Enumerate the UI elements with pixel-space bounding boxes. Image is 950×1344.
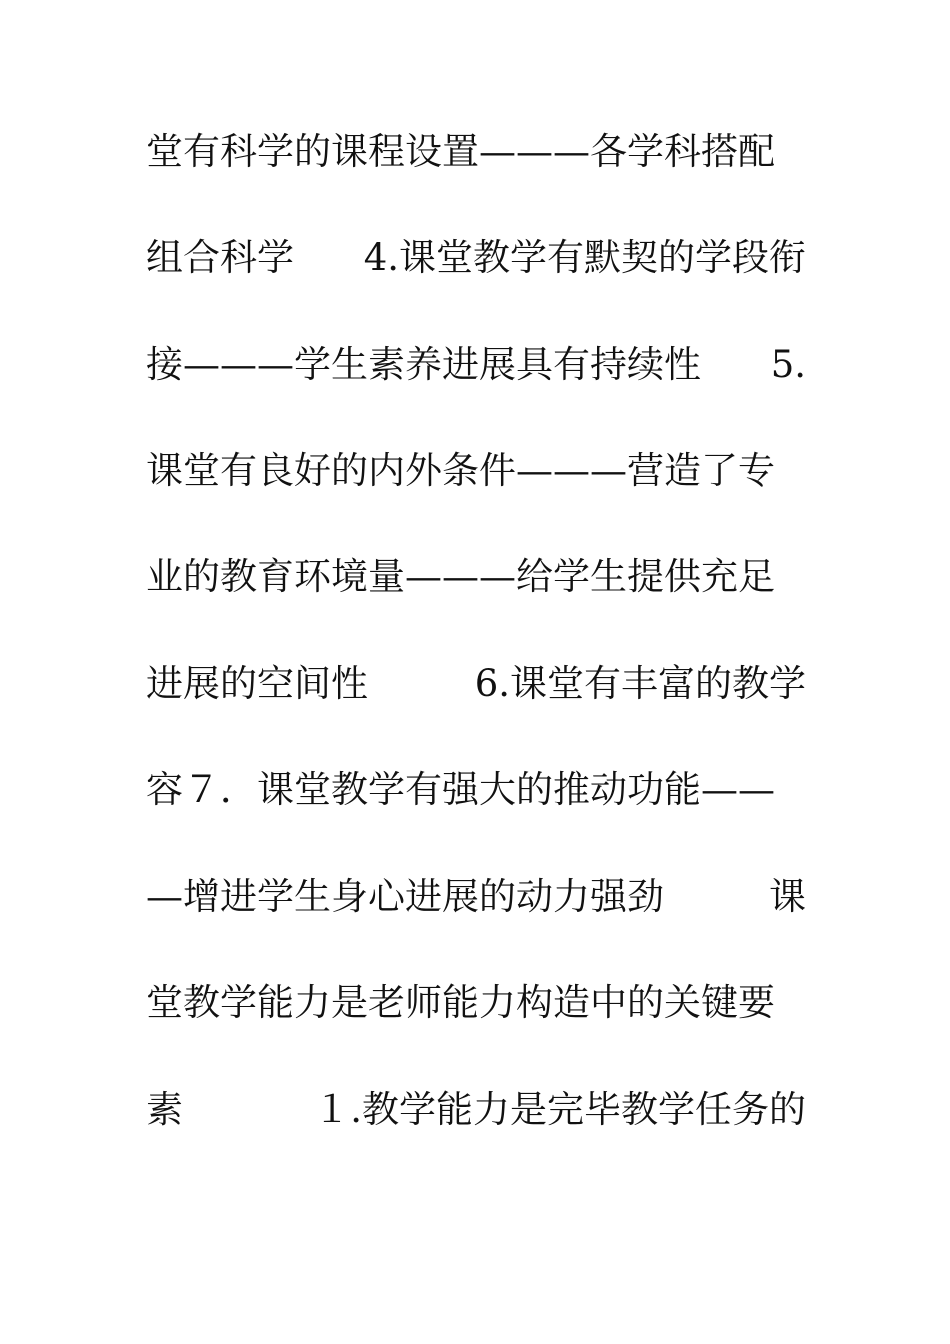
text-segment: 堂有科学的课程设置———各学科搭配 [146, 130, 775, 173]
text-segment: 素 [146, 1088, 183, 1131]
text-segment: １.教学能力是完毕教学任务的 [313, 1088, 806, 1131]
text-line-7 [146, 765, 806, 815]
text-line-10 [146, 1085, 806, 1135]
text-segment: 课堂有良好的内外条件———营造了专 [146, 449, 775, 492]
text-line-8 [146, 872, 806, 922]
text-segment: 6.课堂有丰富的教学 [474, 662, 806, 705]
text-line-1 [146, 127, 806, 177]
text-segment: —增进学生身心进展的动力强劲 [146, 875, 664, 918]
text-segment: 5. [770, 343, 806, 386]
text-line-2 [146, 233, 806, 283]
text-line-4 [146, 446, 806, 496]
text-segment: 课 [769, 875, 806, 918]
text-segment: 4.课堂教学有默契的学段衔 [363, 236, 806, 279]
text-line-6 [146, 659, 806, 709]
text-line-3 [146, 340, 806, 390]
text-segment: 堂教学能力是老师能力构造中的关键要 [146, 981, 775, 1024]
text-line-5 [146, 552, 806, 602]
text-segment: 接———学生素养进展具有持续性 [146, 343, 701, 386]
text-segment: 进展的空间性 [146, 662, 368, 705]
text-line-9 [146, 978, 806, 1028]
text-segment: 业的教育环境量———给学生提供充足 [146, 555, 775, 598]
text-segment: 组合科学 [146, 236, 294, 279]
text-segment: 容７．课堂教学有强大的推动功能—— [146, 768, 775, 811]
